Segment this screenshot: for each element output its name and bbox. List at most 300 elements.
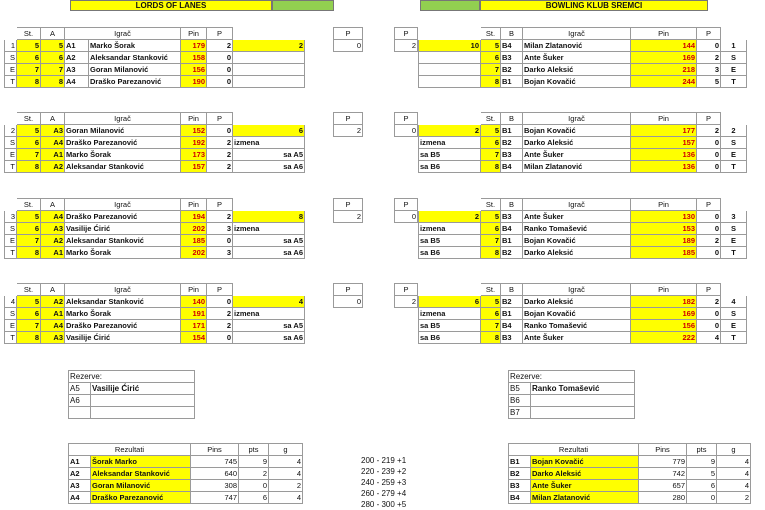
bonus-scale-row: 220 - 239 +2 [361, 467, 407, 476]
home-points: 0 [207, 64, 233, 76]
away-game-1 [418, 27, 757, 88]
home-pin: 190 [181, 76, 207, 88]
away-points: 0 [697, 320, 721, 332]
away-lane: 8 [481, 161, 501, 173]
result-pins: 280 [639, 492, 687, 504]
away-player-row [419, 125, 757, 137]
away-pin: 177 [631, 125, 697, 137]
away-pin: 185 [631, 247, 697, 259]
home-player-row [5, 40, 305, 52]
away-lane: 8 [481, 247, 501, 259]
home-lane: 8 [17, 161, 41, 173]
away-points: 0 [697, 211, 721, 223]
home-izmena [233, 52, 305, 64]
home-lane: 5 [17, 296, 41, 308]
result-pins: 742 [639, 468, 687, 480]
home-player-row [5, 211, 305, 223]
reserve-code: A5 [69, 383, 91, 395]
home-player-name: Vasilije Ćirić [65, 332, 181, 344]
reserve-code [69, 407, 91, 419]
result-row [69, 456, 303, 468]
p-header: P [334, 113, 363, 125]
home-code: A3 [41, 332, 65, 344]
result-code: A2 [69, 468, 91, 480]
away-player-row [419, 161, 757, 173]
home-code: A4 [65, 76, 89, 88]
away-pin: 169 [631, 308, 697, 320]
home-game-sum: 4 [233, 296, 305, 308]
away-pin: 222 [631, 332, 697, 344]
home-player-row [5, 161, 305, 173]
home-player-name: Aleksandar Stanković [65, 161, 181, 173]
away-player-name: Bojan Kovačić [523, 76, 631, 88]
player-header: Igrač [65, 28, 181, 40]
home-player-name: Marko Šorak [89, 40, 181, 52]
away-code: B4 [501, 40, 523, 52]
away-player-name: Ante Šuker [523, 52, 631, 64]
home-reserves [68, 370, 195, 419]
away-points: 2 [697, 235, 721, 247]
row-side: T [5, 161, 17, 173]
row-side: E [721, 320, 747, 332]
home-player-name: Vasilije Ćirić [65, 223, 181, 235]
reserves-label: Rezerve: [69, 371, 195, 383]
result-pts: 2 [239, 468, 269, 480]
home-lane: 6 [17, 223, 41, 235]
result-g: 4 [717, 480, 751, 492]
home-player-row [5, 64, 305, 76]
result-code: A3 [69, 480, 91, 492]
g-header: g [717, 444, 751, 456]
row-side: 2 [721, 125, 747, 137]
away-points: 0 [697, 223, 721, 235]
home-team-title: LORDS OF LANES [70, 0, 272, 11]
row-side: S [5, 308, 17, 320]
row-side: 4 [721, 296, 747, 308]
result-name: Aleksandar Stanković [91, 468, 191, 480]
home-points: 3 [207, 223, 233, 235]
away-player-name: Darko Aleksić [523, 64, 631, 76]
row-side: 1 [721, 40, 747, 52]
home-izmena: izmena [233, 223, 305, 235]
home-code: A3 [41, 125, 65, 137]
home-player-name: Draško Parezanović [89, 76, 181, 88]
home-position: 7 [41, 64, 65, 76]
home-player-name: Aleksandar Stanković [65, 296, 181, 308]
home-player-row [5, 76, 305, 88]
home-lane: 6 [17, 137, 41, 149]
away-izmena: izmena [419, 137, 481, 149]
home-pin: 152 [181, 125, 207, 137]
row-side: E [721, 235, 747, 247]
result-pins: 745 [191, 456, 239, 468]
home-team-color [272, 0, 334, 11]
result-code: A4 [69, 492, 91, 504]
away-points: 0 [697, 149, 721, 161]
home-sub-label: sa A5 [233, 149, 305, 161]
away-player-name: Bojan Kovačić [523, 125, 631, 137]
player-header: Igrač [523, 113, 631, 125]
away-points: 2 [697, 296, 721, 308]
home-code: A2 [41, 235, 65, 247]
away-pin: 169 [631, 52, 697, 64]
home-code: A2 [41, 161, 65, 173]
result-pts: 6 [239, 492, 269, 504]
away-player-row [419, 76, 757, 88]
away-code: B4 [501, 223, 523, 235]
pin-header: Pin [631, 284, 697, 296]
away-pin: 182 [631, 296, 697, 308]
away-player-row [419, 40, 757, 52]
home-pin: 202 [181, 247, 207, 259]
home-code: A1 [41, 149, 65, 161]
bonus-scale-row: 240 - 259 +3 [361, 478, 407, 487]
home-pin: 157 [181, 161, 207, 173]
home-p-box-4 [333, 283, 363, 308]
away-points: 0 [697, 137, 721, 149]
home-points: 2 [207, 40, 233, 52]
home-game-1 [4, 27, 305, 88]
a-header: A [41, 284, 65, 296]
home-pin: 191 [181, 308, 207, 320]
reserve-name: Vasilije Ćirić [91, 383, 195, 395]
away-lane: 7 [481, 320, 501, 332]
row-side: T [721, 247, 747, 259]
away-player-name: Milan Zlatanović [523, 161, 631, 173]
p-header: P [697, 284, 721, 296]
home-position: 6 [41, 52, 65, 64]
away-pin: 136 [631, 149, 697, 161]
home-p-box-1 [333, 27, 363, 52]
away-pin: 144 [631, 40, 697, 52]
home-izmena: izmena [233, 308, 305, 320]
home-game-3 [4, 198, 305, 259]
results-header: Rezultati [509, 444, 639, 456]
home-player-name: Goran Milanović [89, 64, 181, 76]
home-player-row [5, 296, 305, 308]
away-izmena: izmena [419, 308, 481, 320]
reserve-name [531, 395, 635, 407]
away-code: B2 [501, 296, 523, 308]
away-P-value: 0 [395, 211, 418, 223]
away-P-value: 2 [395, 296, 418, 308]
b-header: B [501, 199, 523, 211]
home-lane: 7 [17, 320, 41, 332]
row-side: S [721, 52, 747, 64]
away-points: 4 [697, 332, 721, 344]
result-pts: 6 [687, 480, 717, 492]
result-row [509, 456, 751, 468]
home-sub-label: sa A6 [233, 247, 305, 259]
home-game-sum: 6 [233, 125, 305, 137]
pts-header: pts [687, 444, 717, 456]
result-row [69, 480, 303, 492]
home-position: 5 [41, 40, 65, 52]
result-g: 4 [269, 492, 303, 504]
result-g: 4 [717, 456, 751, 468]
pin-header: Pin [181, 199, 207, 211]
result-row [509, 492, 751, 504]
home-sub-label [233, 76, 305, 88]
away-izmena: izmena [419, 223, 481, 235]
away-sub-label: sa B5 [419, 235, 481, 247]
away-points: 0 [697, 40, 721, 52]
home-points: 2 [207, 320, 233, 332]
pin-header: Pin [631, 199, 697, 211]
away-code: B4 [501, 320, 523, 332]
home-player-row [5, 137, 305, 149]
home-pin: 202 [181, 223, 207, 235]
home-pin: 156 [181, 64, 207, 76]
reserve-name [531, 407, 635, 419]
result-name: Goran Milanović [91, 480, 191, 492]
away-p-box-3 [394, 198, 418, 223]
home-pin: 185 [181, 235, 207, 247]
player-header: Igrač [65, 284, 181, 296]
away-player-name: Milan Zlatanović [523, 40, 631, 52]
home-game-sum: 2 [233, 40, 305, 52]
p-header: P [207, 284, 233, 296]
away-pin: 244 [631, 76, 697, 88]
row-side: S [721, 308, 747, 320]
reserve-code: B5 [509, 383, 531, 395]
reserve-code: A6 [69, 395, 91, 407]
away-code: B3 [501, 211, 523, 223]
away-player-row [419, 308, 757, 320]
away-lane: 6 [481, 137, 501, 149]
home-player-name: Draško Parezanović [65, 320, 181, 332]
result-pts: 9 [687, 456, 717, 468]
p-header: P [207, 199, 233, 211]
away-p-box-2 [394, 112, 418, 137]
result-pts: 0 [239, 480, 269, 492]
home-points: 0 [207, 76, 233, 88]
home-points: 0 [207, 52, 233, 64]
home-code: A3 [65, 64, 89, 76]
away-p-box-1 [394, 27, 418, 52]
result-code: A1 [69, 456, 91, 468]
away-player-name: Ante Šuker [523, 332, 631, 344]
row-side: E [721, 149, 747, 161]
away-points: 2 [697, 52, 721, 64]
away-game-sum: 2 [419, 211, 481, 223]
away-player-name: Darko Aleksić [523, 296, 631, 308]
home-P-value: 0 [334, 40, 363, 52]
home-sub-label: sa A6 [233, 332, 305, 344]
b-header: B [501, 28, 523, 40]
result-pins: 657 [639, 480, 687, 492]
a-header: A [41, 199, 65, 211]
away-code: B2 [501, 64, 523, 76]
row-side: 4 [5, 296, 17, 308]
st-header: St. [17, 28, 41, 40]
row-side: 3 [721, 211, 747, 223]
away-code: B2 [501, 247, 523, 259]
away-game-sum: 2 [419, 125, 481, 137]
away-sub-label: sa B6 [419, 161, 481, 173]
row-side: T [721, 161, 747, 173]
result-code: B4 [509, 492, 531, 504]
row-side: T [5, 247, 17, 259]
pin-header: Pin [181, 284, 207, 296]
home-sub-label: sa A5 [233, 235, 305, 247]
result-code: B1 [509, 456, 531, 468]
away-code: B3 [501, 332, 523, 344]
away-player-name: Ranko Tomašević [523, 223, 631, 235]
away-game-2 [418, 112, 757, 173]
away-player-row [419, 137, 757, 149]
p-header: P [395, 28, 418, 40]
row-side: S [721, 137, 747, 149]
home-lane: 6 [17, 52, 41, 64]
away-sub-label [419, 76, 481, 88]
away-lane: 5 [481, 40, 501, 52]
away-reserves [508, 370, 635, 419]
home-game-sum: 8 [233, 211, 305, 223]
result-code: B2 [509, 468, 531, 480]
away-lane: 6 [481, 308, 501, 320]
home-player-name: Aleksandar Stanković [65, 235, 181, 247]
reserve-code: B6 [509, 395, 531, 407]
home-code: A1 [41, 247, 65, 259]
home-lane: 8 [17, 76, 41, 88]
st-header: St. [481, 284, 501, 296]
result-pins: 779 [639, 456, 687, 468]
p-header: P [395, 113, 418, 125]
away-game-sum: 6 [419, 296, 481, 308]
away-lane: 5 [481, 125, 501, 137]
p-header: P [334, 284, 363, 296]
home-lane: 7 [17, 64, 41, 76]
away-lane: 5 [481, 296, 501, 308]
result-code: B3 [509, 480, 531, 492]
row-side: 1 [5, 40, 17, 52]
result-name: Milan Zlatanović [531, 492, 639, 504]
st-header: St. [481, 113, 501, 125]
away-points: 2 [697, 125, 721, 137]
home-code: A1 [41, 308, 65, 320]
st-header: St. [17, 199, 41, 211]
home-code: A4 [41, 211, 65, 223]
away-team-title: BOWLING KLUB SREMCI [480, 0, 708, 11]
away-results [508, 443, 751, 504]
home-lane: 7 [17, 149, 41, 161]
away-code: B1 [501, 308, 523, 320]
away-player-name: Darko Aleksić [523, 137, 631, 149]
home-pin: 158 [181, 52, 207, 64]
away-player-row [419, 332, 757, 344]
home-lane: 5 [17, 125, 41, 137]
away-P-value: 0 [395, 125, 418, 137]
home-player-name: Marko Šorak [65, 247, 181, 259]
home-sub-label [233, 64, 305, 76]
home-player-name: Marko Šorak [65, 308, 181, 320]
away-lane: 5 [481, 211, 501, 223]
home-player-row [5, 247, 305, 259]
player-header: Igrač [523, 28, 631, 40]
home-pin: 154 [181, 332, 207, 344]
home-player-name: Draško Parezanović [65, 211, 181, 223]
st-header: St. [17, 113, 41, 125]
row-side: E [5, 149, 17, 161]
result-name: Darko Aleksić [531, 468, 639, 480]
row-side: E [721, 64, 747, 76]
home-lane: 8 [17, 247, 41, 259]
away-player-name: Ranko Tomašević [523, 320, 631, 332]
away-player-row [419, 320, 757, 332]
home-player-row [5, 308, 305, 320]
away-sub-label: sa B6 [419, 247, 481, 259]
home-points: 2 [207, 149, 233, 161]
b-header: B [501, 284, 523, 296]
away-points: 0 [697, 247, 721, 259]
away-code: B1 [501, 235, 523, 247]
home-P-value: 0 [334, 296, 363, 308]
away-code: B3 [501, 52, 523, 64]
result-pins: 308 [191, 480, 239, 492]
bonus-scale-row: 280 - 300 +5 [361, 500, 407, 509]
home-player-name: Goran Milanović [65, 125, 181, 137]
away-player-row [419, 247, 757, 259]
player-header: Igrač [65, 199, 181, 211]
home-P-value: 2 [334, 125, 363, 137]
reserve-name [91, 407, 195, 419]
row-side: T [721, 76, 747, 88]
home-player-row [5, 235, 305, 247]
home-pin: 179 [181, 40, 207, 52]
home-game-2 [4, 112, 305, 173]
result-row [509, 468, 751, 480]
home-lane: 8 [17, 332, 41, 344]
away-sub-label [419, 64, 481, 76]
away-points: 0 [697, 308, 721, 320]
away-player-name: Bojan Kovačić [523, 308, 631, 320]
home-pin: 192 [181, 137, 207, 149]
row-side: S [721, 223, 747, 235]
p-header: P [207, 28, 233, 40]
away-p-box-4 [394, 283, 418, 308]
home-code: A2 [65, 52, 89, 64]
home-p-box-2 [333, 112, 363, 137]
home-lane: 5 [17, 40, 41, 52]
home-player-name: Aleksandar Stanković [89, 52, 181, 64]
result-name: Ante Šuker [531, 480, 639, 492]
home-player-row [5, 149, 305, 161]
away-pin: 189 [631, 235, 697, 247]
away-pin: 130 [631, 211, 697, 223]
b-header: B [501, 113, 523, 125]
away-player-row [419, 149, 757, 161]
result-g: 2 [717, 492, 751, 504]
away-pin: 153 [631, 223, 697, 235]
home-pin: 171 [181, 320, 207, 332]
result-name: Bojan Kovačić [531, 456, 639, 468]
home-lane: 5 [17, 211, 41, 223]
home-code: A4 [41, 320, 65, 332]
p-header: P [395, 284, 418, 296]
result-pts: 0 [687, 492, 717, 504]
home-game-4 [4, 283, 305, 344]
away-pin: 136 [631, 161, 697, 173]
result-pts: 9 [239, 456, 269, 468]
pts-header: pts [239, 444, 269, 456]
home-position: 8 [41, 76, 65, 88]
home-results [68, 443, 303, 504]
away-izmena [419, 52, 481, 64]
away-player-name: Ante Šuker [523, 149, 631, 161]
home-lane: 6 [17, 308, 41, 320]
result-g: 4 [717, 468, 751, 480]
